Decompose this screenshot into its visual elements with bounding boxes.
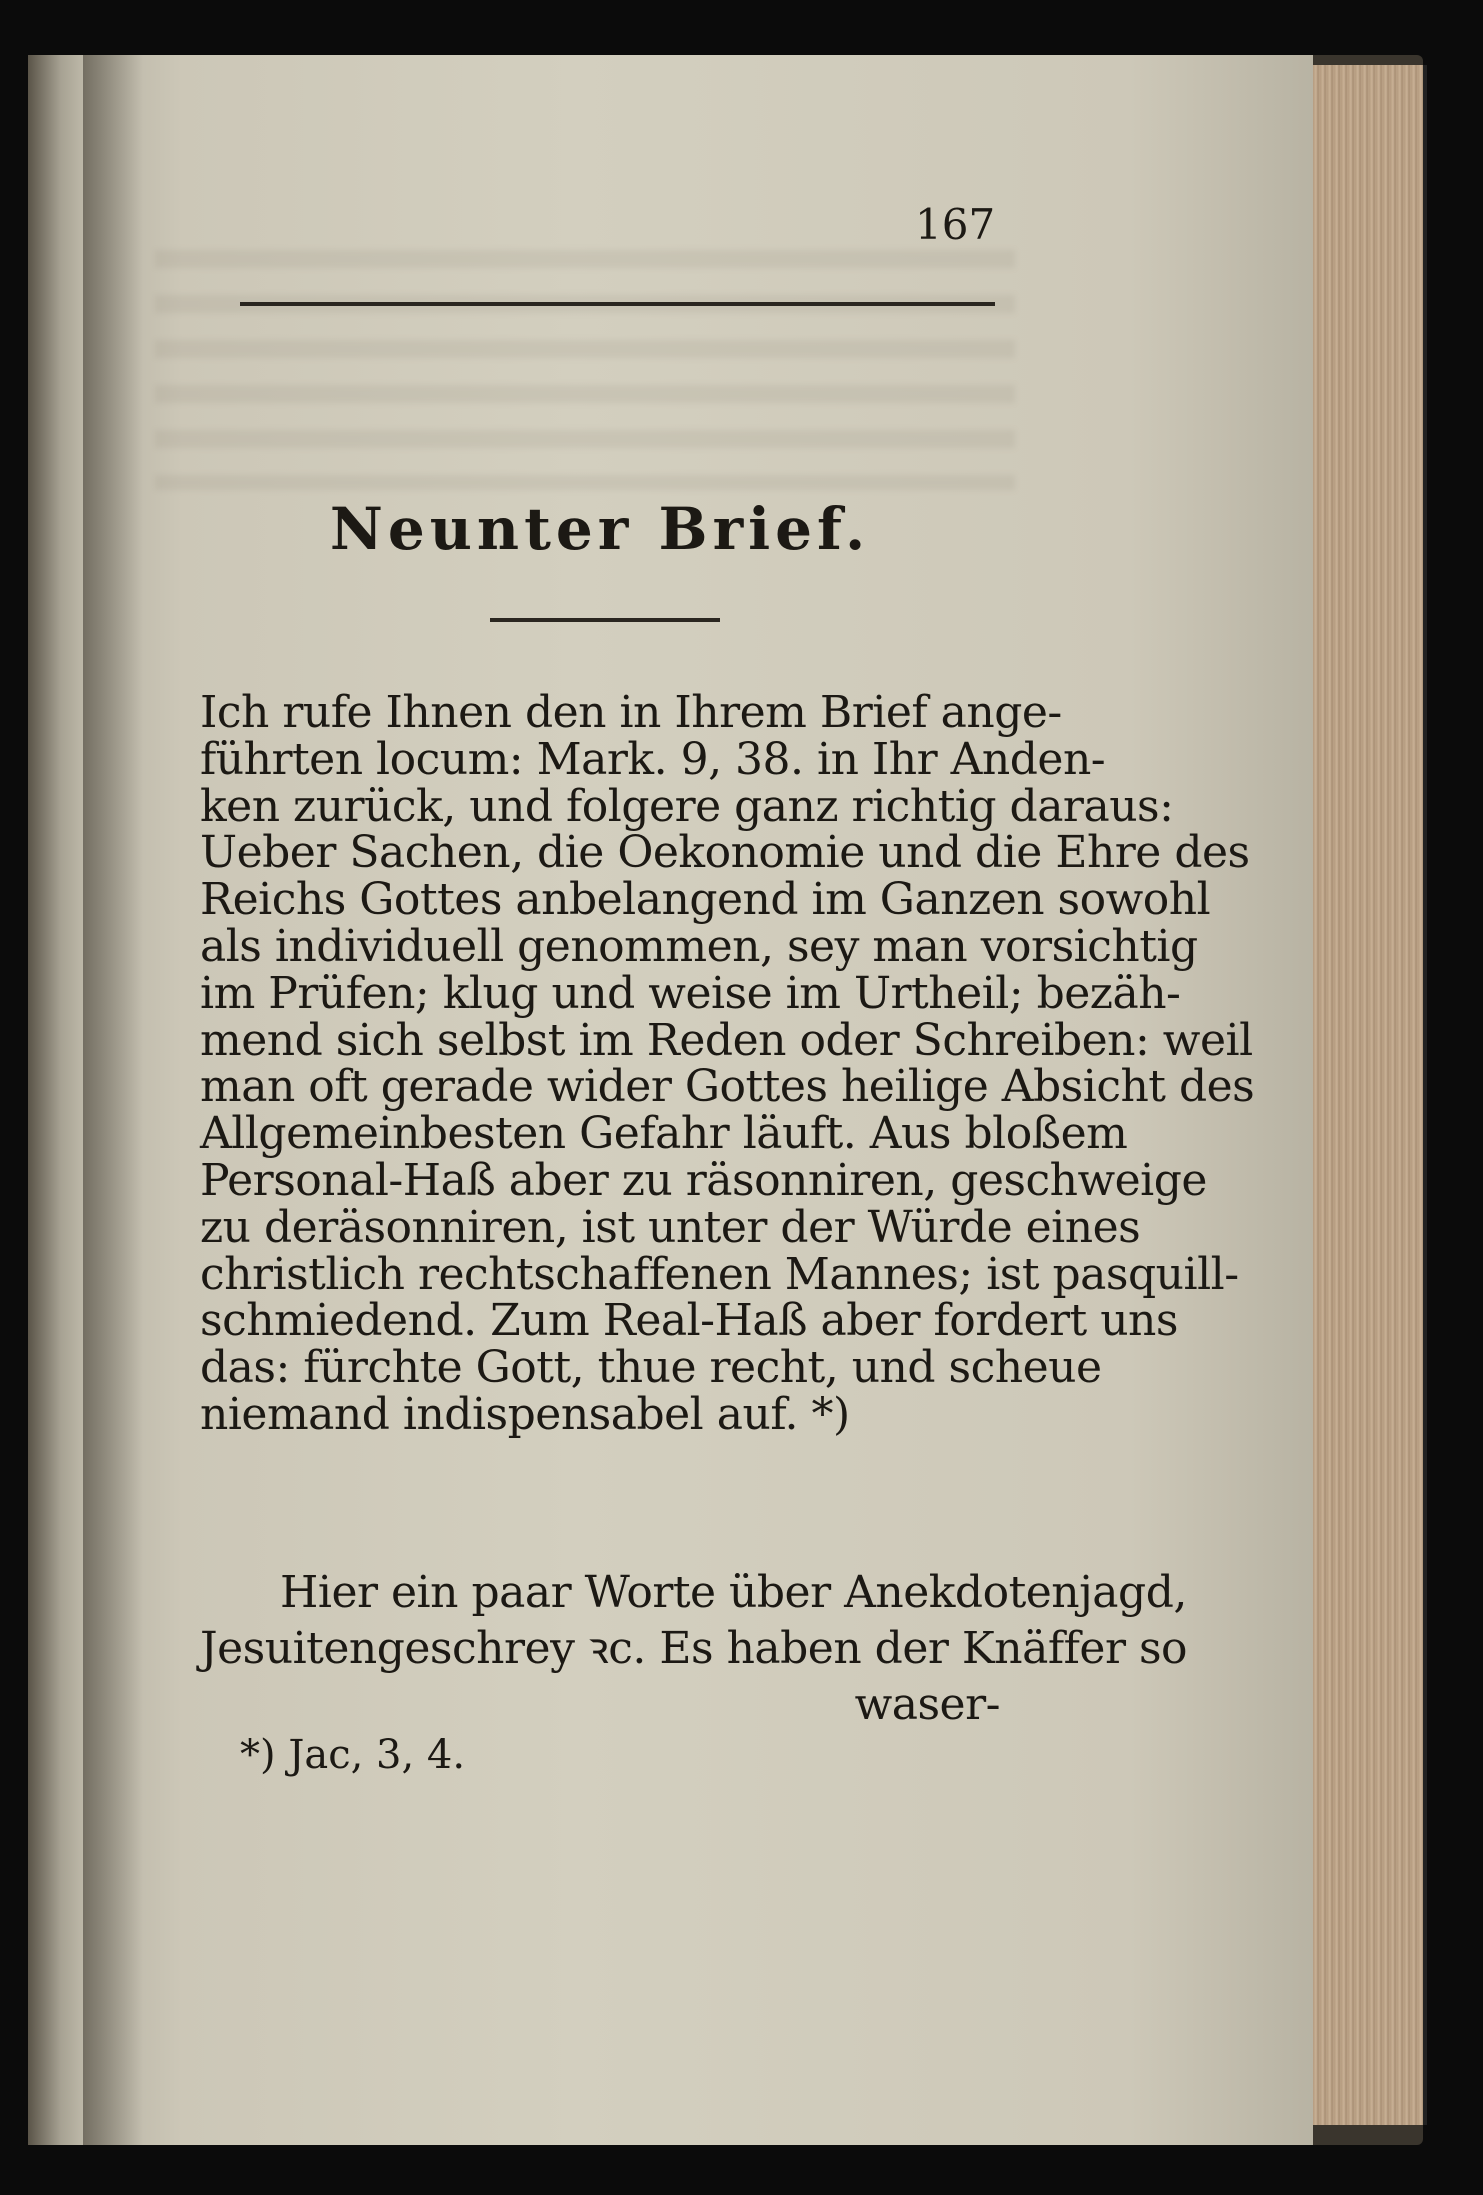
text-line: Ich rufe Ihnen den in Ihrem Brief ange- [200, 687, 1062, 738]
gutter-shadow [83, 55, 143, 2145]
text-line: im Prüfen; klug und weise im Urtheil; bezäh- [200, 967, 1181, 1019]
text-line: Reichs Gottes anbelangend im Ganzen sowohl [200, 874, 1211, 926]
text-line: Hier ein paar Worte über Anekdotenjagd, [280, 1567, 1187, 1618]
bleed-through [155, 250, 1015, 490]
second-paragraph [200, 1565, 1188, 1733]
heading-rule [490, 618, 720, 622]
text-line: christlich rechtschaffenen Mannes; ist pasquill- [200, 1248, 1239, 1300]
text-line: Personal-Haß aber zu räsonniren, geschweige [200, 1154, 1207, 1206]
text-line: niemand indispensabel auf. *) [200, 1388, 850, 1440]
footnote: *) Jac, 3, 4. [240, 1732, 466, 1778]
header-rule [240, 302, 995, 306]
text-line: ken zurück, und folgere ganz richtig daraus: [200, 780, 1174, 832]
text-line: zu deräsonniren, ist unter der Würde eines [200, 1201, 1141, 1253]
catchword: waser- [854, 1679, 1000, 1730]
text-line: führten locum: Mark. 9, 38. in Ihr Anden- [200, 733, 1106, 785]
text-line: schmiedend. Zum Real-Haß aber fordert uns [200, 1295, 1178, 1347]
text-line: Jesuitengeschrey ꝛc. Es haben der Knäffer so [200, 1623, 1188, 1674]
text-line: Ueber Sachen, die Oekonomie und die Ehre des [200, 827, 1250, 879]
text-line: als individuell genommen, sey man vorsichtig [200, 920, 1198, 972]
text-line: man oft gerade wider Gottes heilige Absicht des [200, 1061, 1255, 1113]
text-line: Allgemeinbesten Gefahr läuft. Aus bloßem [200, 1108, 1128, 1160]
letter-heading: Neunter Brief. [329, 495, 871, 563]
left-page-edge [28, 55, 83, 2145]
page-number: 167 [915, 200, 996, 249]
text-line: mend sich selbst im Reden oder Schreiben: weil [200, 1014, 1253, 1066]
page-edges [1313, 65, 1427, 2125]
letter-paragraph [200, 687, 1255, 1440]
text-line: das: fürchte Gott, thue recht, und scheue [200, 1342, 1102, 1394]
